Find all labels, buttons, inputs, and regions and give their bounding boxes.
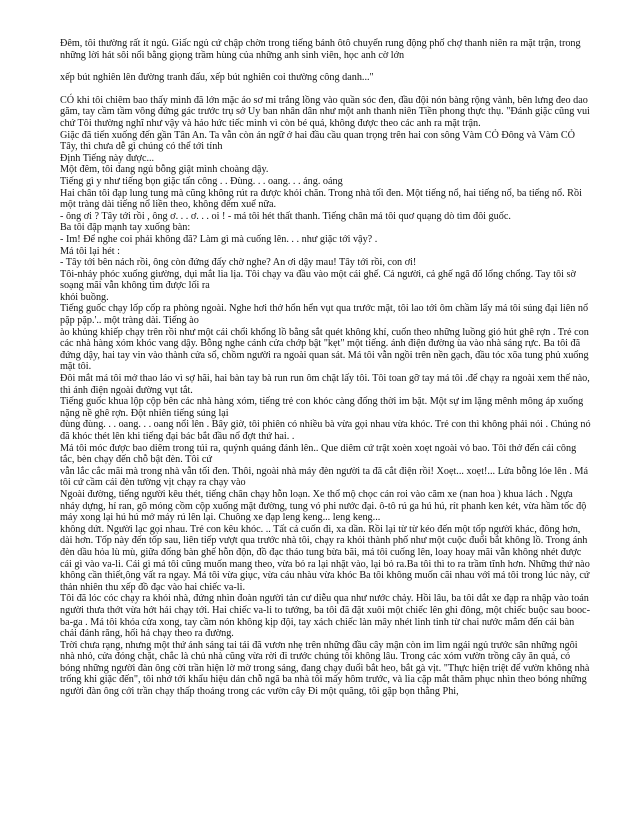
paragraph-8: Hai chân tôi đạp lung tung mà cũng không rút ra được khỏi chăn. Trong nhà tối đen. Một tiếng nổ, hai tiếng nổ, ba tiếng nổ. Rồi một tràng dài tiếng nổ liền theo, không đếm xuể nữa. xyxy=(60,187,582,211)
paragraph-gap xyxy=(60,61,592,72)
paragraph-19: Tiếng guốc khua lộp cộp bên các nhà hàng xóm, tiếng trẻ con khóc càng đống thời im bặt. Một sự im lặng mênh mông áp xuống nặng nề ghê rợn. Đột nhiên tiếng súng lại xyxy=(60,396,584,419)
paragraph-22: vẫn lắc cắc mãi mà trong nhà vẫn tối đen. Thôi, ngoài nhà máy đèn người ta đã cắt điện rồi! Xoẹt... xoẹt!... Lửa bỗng lóe lên . Má tôi cứ cầm cái đèn tường vịt chạy ra chạy vào xyxy=(60,465,589,489)
paragraph-4: Giặc đã tiến xuống đến gần Tân An. Ta vẫn còn án ngữ ở hai đầu cầu quan trọng trên hai con sông Vàm CỎ Đông và Vàm CỎ Tây, thì chưa dễ gì chúng có thể tới tỉnh xyxy=(60,129,576,153)
paragraph-24: không dứt. Người lạc gọi nhau. Trẻ con kêu khóc. .. Tất cả cuốn đi, xa dần. Rồi lại từ từ kéo đến một tốp người khác, đông hơn, dài hơn. Tốp này đến tốp sau, liên tiếp vượt qua trước nhà tôi, chạy ra khỏi thành phố như một cuộc đuổi bắt không lồ. Trong ánh đèn dầu hỏa lù mù, giữa đống bàn ghế hỗn độn, đồ đạc tháo tung bừa bãi, má tôi cuống lên, loay hoay mãi vẫn không nhét được cái gì vào va-li. Cái gì má tôi cũng muốn mang theo, vừa bỏ ra lại nhặt vào, lại bỏ ra.Ba tôi thì to ra trầm tĩnh hơn. Những thứ nào không cần thiết,ông vất ra ngay. Má tôi vừa giục, vừa cáu nhàu vừa khóc Ba tôi không muốn cãi nhau với má tôi trong lúc này, cứ thản nhiên thu xếp đồ đạc vào hai chiếc va-li. xyxy=(60,523,590,593)
paragraph-11: - Im! Để nghe coi phải không đã? Làm gì mà cuống lên. . . như giặc tới vậy? . xyxy=(60,233,378,245)
paragraph-25: Tôi đã lóc cóc chạy ra khỏi nhà, đứng nhìn đoàn người tản cư diễu qua như nước chảy. Hồi lâu, ba tôi dắt xe đạp ra nhập vào toán người thưa thớt vừa hớt hải chạy tới. Hai chiếc va-li to tướng, ba tôi đã đặt xuôi một chiếc lên ghi đông, một chiếc buộc sau booc-ba-ga . Má tôi khóa cửa xong, tay cầm nón không kịp đội, tay xách chiếc làn mây nhét linh tinh từ chai nước mắm đến cái bàn chải đánh răng, hối hả chạy theo ra đường. xyxy=(60,593,590,640)
paragraph-15: khỏi buồng. xyxy=(60,291,109,303)
paragraph-gap xyxy=(60,84,592,95)
paragraph-7: Tiếng gì y như tiếng bọn giặc tấn công . . Đùng. . . oang. . . áng. oáng xyxy=(60,175,343,187)
paragraph-14: Tôi-nhảy phóc xuống giường, dụi mắt lia lịa. Tôi chạy va đầu vào một cái ghế. Cả người, cả ghế ngã đổ lổng chổng. Tay tôi sờ soạng mãi vẫn không tìm được lối ra xyxy=(60,268,576,292)
paragraph-3: CÓ khi tôi chiêm bao thấy mình đã lớn mặc áo sơ mi trắng lồng vào quần sóc đen, đầu đội nón bàng rộng vành, bên lưng đeo dao găm, tay cầm tầm vông đứng gác trước trụ sở Uy ban nhân dân như một anh thanh niên Tiền phong thực thụ. "Đánh giặc cũng vui chứ Tôi thường nghĩ như vậy và hảo hức tiếc mình vì còn bé quá, không được theo các anh ra mặt trận. xyxy=(60,94,590,129)
paragraph-9: - ông ơi ? Tây tới rồi , ông ơ. . . ơ. . . oi ! - má tôi hét thất thanh. Tiếng chân má tôi quơ quạng dò tìm đôi guốc. xyxy=(60,210,511,222)
paragraph-17: ào khủng khiếp chạy trên rồi như một cái chổi khổng lồ bằng sắt quét không khí, cuốn theo những luồng gió hút ghê rợn . Trẻ con các nhà hàng xóm khóc vang dậy. Bỗng nghe cánh cửa chớp bật "kẹt" một tiếng. ánh điện đường ùa vào nhà sáng rực. Ba tôi đã đứng dậy, hai tay vin vào thành cửa sổ, chồm người ra ngoài quan sát. Má tôi vẫn ngồi trên nền gạch, đầu tóc xõa tung phủ xuống mặt tôi. xyxy=(60,326,589,373)
paragraph-5: Định Tiếng này được... xyxy=(60,152,155,164)
paragraph-18: Đôi mắt má tôi mở thao láo vì sợ hãi, hai bàn tay bà run run ôm chặt lấy tôi. Tôi toan gỡ tay má tôi .để chạy ra ngoài xem thế nào, thì ánh điện ngoài đường vụt tắt. xyxy=(60,373,590,396)
paragraph-23: Ngoài đường, tiếng người kêu thét, tiếng chân chạy hỗn loạn. Xe thổ mộ chọc cán roi vào căm xe (nan hoa ) khua lách . Ngựa nháy dựng, hí ran, gõ móng cồm cộp xuống mặt đường, tung vó phi nước đại. ô-tô rú ga hú hú, rít phanh ken két, vừa hầm tốc độ máy xong lại hú hú mở máy rú lên lại. Chuông xe đạp leng keng... leng keng... xyxy=(60,488,587,524)
paragraph-12: Má tôi lại hét : xyxy=(60,245,120,257)
paragraph-10: Ba tôi đập mạnh tay xuống bàn: xyxy=(60,222,191,234)
paragraph-1: Đêm, tôi thường rất ít ngủ. Giấc ngủ cứ chập chờn trong tiếng bánh ôtô chuyển rung động phố chợ thanh niên ra mặt trận, trong những lời hát sôi nổi bằng giọng trầm hùng của những anh sinh viên, học anh cờ lớn xyxy=(60,38,581,61)
document-page xyxy=(60,38,592,698)
paragraph-26: Trời chưa rạng, nhưng một thứ ánh sáng tai tái đã vươn nhẹ trên những đầu cây mận còn im lìm ngái ngủ trước sân những ngôi nhà nhỏ, cửa đóng chặt, chắc là chủ nhà cũng vừa rời đi trước chúng tôi không lâu. Trong các xóm vườn trồng cây ăn quả, có bóng những người đàn ông cời trần hiện lờ mờ trong sáng, đang chạy đuổi bắt heo, bắt gà vịt. "Thực hiện triệt để vườn không nhà trống khi giặc đến", tôi nhớ tới khẩu hiệu dán chỗ ngã ba nhà tôi mấy hôm trước, và lia cặp mắt thăm phục nhìn theo bóng những người đàn ông cởi trần chạy thấp thoáng trong các vườn cây Đi một quãng, tôi gặp bọn thằng Phi, xyxy=(60,639,590,698)
paragraph-2: xếp bút nghiên lên đường tranh đấu, xếp bút nghiên coi thường công danh..." xyxy=(60,72,374,84)
paragraph-6: Một đêm, tôi đang ngủ bỗng giật mình choàng dậy. xyxy=(60,164,269,176)
paragraph-13: - Tây tới bên nách rồi, ông còn đứng đấy chờ nghe? An ơi dậy mau! Tây tới rồi, con ơi! xyxy=(60,257,417,269)
paragraph-20: đùng đùng. . . oang. . . oang nổi lên . Bây giờ, tôi phiên có nhiều bà vừa gọi nhau vừa khóc. Trẻ con thì không phải nói . Chúng nó đã khóc thét lên khi tiếng đại bác bắt đầu nổ đợt thứ hai. . xyxy=(60,419,591,442)
paragraph-16: Tiếng guốc chạy lốp cốp ra phòng ngoài. Nghe hơi thở hổn hển vụt qua trước mặt, tôi lao tới ôm chầm lấy má tôi súng đại liên nổ pặp pặp.'.. một tràng dài. Tiếng ào xyxy=(60,303,589,327)
paragraph-21: Má tôi móc được bao diêm trong túi ra, quýnh quáng đánh lên.. Que diêm cứ trật xoèn xoẹt ngoài vỏ bao. Tôi thở đến cái công tắc, bèn chạy đến chỗ bật đèn. Tôi cứ xyxy=(60,442,577,466)
